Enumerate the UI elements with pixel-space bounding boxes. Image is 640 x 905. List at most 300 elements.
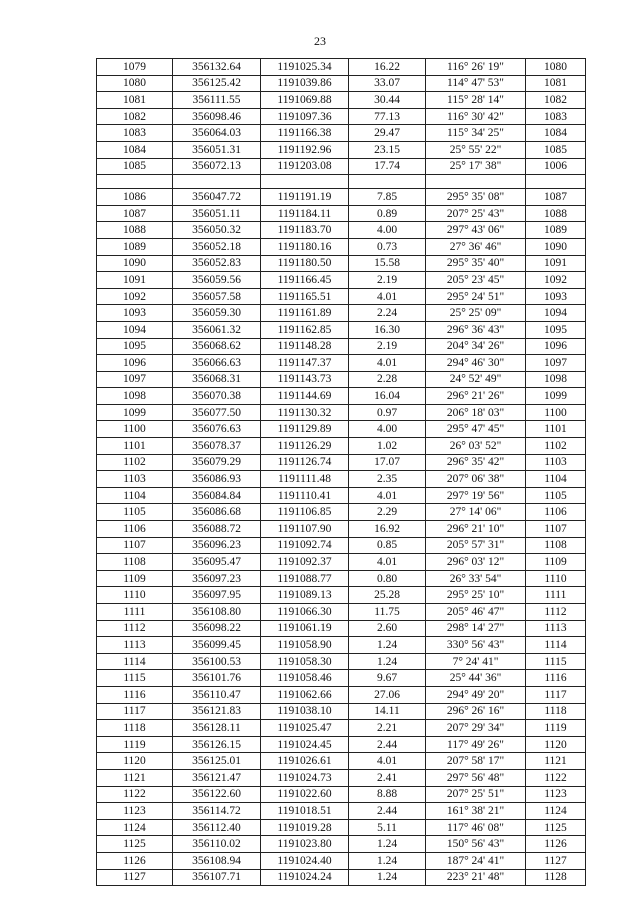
distance-cell: 77.13 xyxy=(349,108,426,125)
y-coordinate-cell: 1191061.19 xyxy=(261,620,349,637)
distance-cell: 2.19 xyxy=(349,272,426,289)
point-id-cell: 1122 xyxy=(97,786,173,803)
distance-cell: 0.97 xyxy=(349,404,426,421)
distance-cell: 29.47 xyxy=(349,125,426,142)
x-coordinate-cell: 356084.84 xyxy=(173,487,261,504)
y-coordinate-cell: 1191025.34 xyxy=(261,59,349,76)
x-coordinate-cell: 356110.47 xyxy=(173,686,261,703)
table-row xyxy=(97,471,586,488)
x-coordinate-cell: 356097.23 xyxy=(173,570,261,587)
point-id-cell: 1115 xyxy=(97,670,173,687)
distance-cell: 2.60 xyxy=(349,620,426,637)
point-id-cell: 1113 xyxy=(97,637,173,654)
bearing-cell: 207° 25' 43" xyxy=(426,205,526,222)
x-coordinate-cell: 356114.72 xyxy=(173,803,261,820)
table-row xyxy=(97,786,586,803)
point-id-cell: 1100 xyxy=(97,421,173,438)
point-id-cell: 1114 xyxy=(97,653,173,670)
next-point-cell: 1099 xyxy=(526,388,586,405)
x-coordinate-cell: 356072.13 xyxy=(173,158,261,175)
point-id-cell: 1127 xyxy=(97,869,173,886)
y-coordinate-cell: 1191024.24 xyxy=(261,869,349,886)
point-id-cell: 1108 xyxy=(97,554,173,571)
point-id-cell: 1079 xyxy=(97,59,173,76)
table-row xyxy=(97,554,586,571)
x-coordinate-cell: 356066.63 xyxy=(173,355,261,372)
next-point-cell: 1112 xyxy=(526,604,586,621)
x-coordinate-cell: 356050.32 xyxy=(173,222,261,239)
y-coordinate-cell: 1191147.37 xyxy=(261,355,349,372)
distance-cell: 16.04 xyxy=(349,388,426,405)
next-point-cell: 1096 xyxy=(526,338,586,355)
x-coordinate-cell: 356122.60 xyxy=(173,786,261,803)
point-id-cell: 1125 xyxy=(97,836,173,853)
distance-cell: 7.85 xyxy=(349,189,426,206)
x-coordinate-cell: 356079.29 xyxy=(173,454,261,471)
next-point-cell: 1121 xyxy=(526,753,586,770)
distance-cell: 1.24 xyxy=(349,852,426,869)
table-row xyxy=(97,421,586,438)
point-id-cell: 1105 xyxy=(97,504,173,521)
x-coordinate-cell: 356121.47 xyxy=(173,769,261,786)
x-coordinate-cell: 356101.76 xyxy=(173,670,261,687)
point-id-cell: 1082 xyxy=(97,108,173,125)
bearing-cell: 7° 24' 41" xyxy=(426,653,526,670)
distance-cell: 4.01 xyxy=(349,753,426,770)
next-point-cell: 1088 xyxy=(526,205,586,222)
y-coordinate-cell: 1191107.90 xyxy=(261,521,349,538)
distance-cell: 4.00 xyxy=(349,222,426,239)
bearing-cell: 297° 43' 06" xyxy=(426,222,526,239)
x-coordinate-cell: 356098.22 xyxy=(173,620,261,637)
bearing-cell: 26° 03' 52" xyxy=(426,438,526,455)
y-coordinate-cell: 1191022.60 xyxy=(261,786,349,803)
y-coordinate-cell: 1191039.86 xyxy=(261,75,349,92)
bearing-cell: 26° 33' 54" xyxy=(426,570,526,587)
next-point-cell: 1080 xyxy=(526,59,586,76)
table-row xyxy=(97,686,586,703)
next-point-cell: 1095 xyxy=(526,321,586,338)
next-point-cell: 1097 xyxy=(526,355,586,372)
point-id-cell: 1081 xyxy=(97,92,173,109)
y-coordinate-cell: 1191184.11 xyxy=(261,205,349,222)
y-coordinate-cell: 1191126.74 xyxy=(261,454,349,471)
y-coordinate-cell: 1191018.51 xyxy=(261,803,349,820)
point-id-cell: 1107 xyxy=(97,537,173,554)
y-coordinate-cell: 1191162.85 xyxy=(261,321,349,338)
table-row xyxy=(97,703,586,720)
next-point-cell: 1120 xyxy=(526,736,586,753)
x-coordinate-cell: 356051.31 xyxy=(173,141,261,158)
next-point-cell: 1102 xyxy=(526,438,586,455)
table-row xyxy=(97,92,586,109)
distance-cell: 8.88 xyxy=(349,786,426,803)
bearing-cell: 295° 35' 40" xyxy=(426,255,526,272)
y-coordinate-cell: 1191129.89 xyxy=(261,421,349,438)
y-coordinate-cell: 1191192.96 xyxy=(261,141,349,158)
point-id-cell: 1121 xyxy=(97,769,173,786)
next-point-cell: 1091 xyxy=(526,255,586,272)
x-coordinate-cell: 356076.63 xyxy=(173,421,261,438)
distance-cell: 2.24 xyxy=(349,305,426,322)
table-row xyxy=(97,736,586,753)
bearing-cell: 295° 24' 51" xyxy=(426,288,526,305)
bearing-cell: 294° 49' 20" xyxy=(426,686,526,703)
bearing-cell: 115° 34' 25" xyxy=(426,125,526,142)
table-row xyxy=(97,404,586,421)
bearing-cell: 25° 25' 09" xyxy=(426,305,526,322)
distance-cell: 1.24 xyxy=(349,869,426,886)
bearing-cell: 207° 25' 51" xyxy=(426,786,526,803)
table-row xyxy=(97,438,586,455)
next-point-cell: 1115 xyxy=(526,653,586,670)
table-row xyxy=(97,125,586,142)
x-coordinate-cell: 356088.72 xyxy=(173,521,261,538)
table-row xyxy=(97,720,586,737)
x-coordinate-cell: 356070.38 xyxy=(173,388,261,405)
next-point-cell: 1110 xyxy=(526,570,586,587)
y-coordinate-cell: 1191106.85 xyxy=(261,504,349,521)
distance-cell: 2.44 xyxy=(349,803,426,820)
point-id-cell: 1102 xyxy=(97,454,173,471)
bearing-cell: 330° 56' 43" xyxy=(426,637,526,654)
y-coordinate-cell: 1191023.80 xyxy=(261,836,349,853)
point-id-cell xyxy=(97,175,173,189)
next-point-cell: 1126 xyxy=(526,836,586,853)
table-row xyxy=(97,305,586,322)
next-point-cell: 1124 xyxy=(526,803,586,820)
x-coordinate-cell: 356108.80 xyxy=(173,604,261,621)
bearing-cell: 223° 21' 48" xyxy=(426,869,526,886)
y-coordinate-cell: 1191126.29 xyxy=(261,438,349,455)
table-row xyxy=(97,803,586,820)
x-coordinate-cell: 356125.01 xyxy=(173,753,261,770)
next-point-cell: 1101 xyxy=(526,421,586,438)
table-row xyxy=(97,189,586,206)
point-id-cell: 1087 xyxy=(97,205,173,222)
y-coordinate-cell: 1191148.28 xyxy=(261,338,349,355)
point-id-cell: 1090 xyxy=(97,255,173,272)
y-coordinate-cell: 1191026.61 xyxy=(261,753,349,770)
table-row xyxy=(97,819,586,836)
bearing-cell: 296° 21' 26" xyxy=(426,388,526,405)
y-coordinate-cell: 1191058.90 xyxy=(261,637,349,654)
table-row xyxy=(97,604,586,621)
point-id-cell: 1123 xyxy=(97,803,173,820)
point-id-cell: 1117 xyxy=(97,703,173,720)
bearing-cell: 114° 47' 53" xyxy=(426,75,526,92)
y-coordinate-cell xyxy=(261,175,349,189)
next-point-cell: 1116 xyxy=(526,670,586,687)
x-coordinate-cell: 356096.23 xyxy=(173,537,261,554)
table-row xyxy=(97,108,586,125)
x-coordinate-cell xyxy=(173,175,261,189)
distance-cell: 2.35 xyxy=(349,471,426,488)
distance-cell: 30.44 xyxy=(349,92,426,109)
y-coordinate-cell: 1191092.74 xyxy=(261,537,349,554)
next-point-cell: 1089 xyxy=(526,222,586,239)
table-row xyxy=(97,75,586,92)
table-row xyxy=(97,205,586,222)
table-row xyxy=(97,338,586,355)
next-point-cell: 1085 xyxy=(526,141,586,158)
next-point-cell: 1105 xyxy=(526,487,586,504)
bearing-cell: 297° 56' 48" xyxy=(426,769,526,786)
y-coordinate-cell: 1191143.73 xyxy=(261,371,349,388)
x-coordinate-cell: 356121.83 xyxy=(173,703,261,720)
distance-cell: 2.41 xyxy=(349,769,426,786)
y-coordinate-cell: 1191019.28 xyxy=(261,819,349,836)
y-coordinate-cell: 1191111.48 xyxy=(261,471,349,488)
bearing-cell: 117° 49' 26" xyxy=(426,736,526,753)
next-point-cell: 1123 xyxy=(526,786,586,803)
point-id-cell: 1118 xyxy=(97,720,173,737)
table-row xyxy=(97,59,586,76)
distance-cell: 33.07 xyxy=(349,75,426,92)
distance-cell: 0.80 xyxy=(349,570,426,587)
distance-cell: 25.28 xyxy=(349,587,426,604)
point-id-cell: 1101 xyxy=(97,438,173,455)
bearing-cell: 298° 14' 27" xyxy=(426,620,526,637)
point-id-cell: 1088 xyxy=(97,222,173,239)
table-row xyxy=(97,454,586,471)
x-coordinate-cell: 356057.58 xyxy=(173,288,261,305)
x-coordinate-cell: 356108.94 xyxy=(173,852,261,869)
distance-cell: 1.24 xyxy=(349,637,426,654)
bearing-cell: 207° 58' 17" xyxy=(426,753,526,770)
y-coordinate-cell: 1191038.10 xyxy=(261,703,349,720)
page-number: 23 xyxy=(314,34,326,48)
bearing-cell: 116° 26' 19" xyxy=(426,59,526,76)
distance-cell: 4.00 xyxy=(349,421,426,438)
next-point-cell: 1098 xyxy=(526,371,586,388)
x-coordinate-cell: 356077.50 xyxy=(173,404,261,421)
table-row xyxy=(97,158,586,175)
distance-cell: 1.24 xyxy=(349,653,426,670)
distance-cell: 16.30 xyxy=(349,321,426,338)
table-row xyxy=(97,653,586,670)
next-point-cell: 1117 xyxy=(526,686,586,703)
point-id-cell: 1097 xyxy=(97,371,173,388)
distance-cell: 16.92 xyxy=(349,521,426,538)
point-id-cell: 1095 xyxy=(97,338,173,355)
distance-cell: 4.01 xyxy=(349,288,426,305)
table-row xyxy=(97,769,586,786)
y-coordinate-cell: 1191144.69 xyxy=(261,388,349,405)
point-id-cell: 1119 xyxy=(97,736,173,753)
bearing-cell: 296° 21' 10" xyxy=(426,521,526,538)
x-coordinate-cell: 356061.32 xyxy=(173,321,261,338)
next-point-cell: 1119 xyxy=(526,720,586,737)
table-row xyxy=(97,836,586,853)
next-point-cell xyxy=(526,175,586,189)
next-point-cell: 1100 xyxy=(526,404,586,421)
next-point-cell: 1127 xyxy=(526,852,586,869)
point-id-cell: 1120 xyxy=(97,753,173,770)
point-id-cell: 1092 xyxy=(97,288,173,305)
table-row xyxy=(97,321,586,338)
x-coordinate-cell: 356047.72 xyxy=(173,189,261,206)
y-coordinate-cell: 1191024.73 xyxy=(261,769,349,786)
bearing-cell: 296° 35' 42" xyxy=(426,454,526,471)
bearing-cell: 296° 26' 16" xyxy=(426,703,526,720)
y-coordinate-cell: 1191097.36 xyxy=(261,108,349,125)
next-point-cell: 1087 xyxy=(526,189,586,206)
distance-cell: 14.11 xyxy=(349,703,426,720)
bearing-cell: 295° 47' 45" xyxy=(426,421,526,438)
next-point-cell: 1094 xyxy=(526,305,586,322)
y-coordinate-cell: 1191166.45 xyxy=(261,272,349,289)
x-coordinate-cell: 356099.45 xyxy=(173,637,261,654)
next-point-cell: 1125 xyxy=(526,819,586,836)
y-coordinate-cell: 1191183.70 xyxy=(261,222,349,239)
y-coordinate-cell: 1191110.41 xyxy=(261,487,349,504)
next-point-cell: 1108 xyxy=(526,537,586,554)
y-coordinate-cell: 1191058.30 xyxy=(261,653,349,670)
x-coordinate-cell: 356095.47 xyxy=(173,554,261,571)
next-point-cell: 1104 xyxy=(526,471,586,488)
x-coordinate-cell: 356051.11 xyxy=(173,205,261,222)
point-id-cell: 1091 xyxy=(97,272,173,289)
y-coordinate-cell: 1191089.13 xyxy=(261,587,349,604)
point-id-cell: 1110 xyxy=(97,587,173,604)
x-coordinate-cell: 356068.31 xyxy=(173,371,261,388)
distance-cell: 1.24 xyxy=(349,836,426,853)
table-row xyxy=(97,222,586,239)
bearing-cell: 150° 56' 43" xyxy=(426,836,526,853)
table-row xyxy=(97,537,586,554)
y-coordinate-cell: 1191088.77 xyxy=(261,570,349,587)
x-coordinate-cell: 356086.68 xyxy=(173,504,261,521)
next-point-cell: 1103 xyxy=(526,454,586,471)
x-coordinate-cell: 356126.15 xyxy=(173,736,261,753)
x-coordinate-cell: 356112.40 xyxy=(173,819,261,836)
x-coordinate-cell: 356078.37 xyxy=(173,438,261,455)
bearing-cell: 207° 29' 34" xyxy=(426,720,526,737)
distance-cell: 15.58 xyxy=(349,255,426,272)
next-point-cell: 1122 xyxy=(526,769,586,786)
x-coordinate-cell: 356125.42 xyxy=(173,75,261,92)
y-coordinate-cell: 1191025.47 xyxy=(261,720,349,737)
bearing-cell: 205° 46' 47" xyxy=(426,604,526,621)
y-coordinate-cell: 1191180.16 xyxy=(261,238,349,255)
bearing-cell: 296° 36' 43" xyxy=(426,321,526,338)
x-coordinate-cell: 356097.95 xyxy=(173,587,261,604)
y-coordinate-cell: 1191165.51 xyxy=(261,288,349,305)
distance-cell: 2.19 xyxy=(349,338,426,355)
next-point-cell: 1128 xyxy=(526,869,586,886)
distance-cell: 9.67 xyxy=(349,670,426,687)
x-coordinate-cell: 356110.02 xyxy=(173,836,261,853)
bearing-cell: 25° 17' 38" xyxy=(426,158,526,175)
y-coordinate-cell: 1191180.50 xyxy=(261,255,349,272)
table-row xyxy=(97,288,586,305)
next-point-cell: 1082 xyxy=(526,92,586,109)
x-coordinate-cell: 356059.30 xyxy=(173,305,261,322)
distance-cell: 4.01 xyxy=(349,487,426,504)
bearing-cell: 206° 18' 03" xyxy=(426,404,526,421)
bearing-cell: 295° 35' 08" xyxy=(426,189,526,206)
bearing-cell: 204° 34' 26" xyxy=(426,338,526,355)
next-point-cell: 1106 xyxy=(526,504,586,521)
y-coordinate-cell: 1191024.45 xyxy=(261,736,349,753)
next-point-cell: 1081 xyxy=(526,75,586,92)
table-row xyxy=(97,272,586,289)
table-row xyxy=(97,570,586,587)
bearing-cell xyxy=(426,175,526,189)
y-coordinate-cell: 1191024.40 xyxy=(261,852,349,869)
distance-cell: 1.02 xyxy=(349,438,426,455)
table-body xyxy=(97,59,586,886)
y-coordinate-cell: 1191062.66 xyxy=(261,686,349,703)
point-id-cell: 1124 xyxy=(97,819,173,836)
bearing-cell: 27° 36' 46" xyxy=(426,238,526,255)
point-id-cell: 1104 xyxy=(97,487,173,504)
y-coordinate-cell: 1191066.30 xyxy=(261,604,349,621)
point-id-cell: 1126 xyxy=(97,852,173,869)
distance-cell: 17.07 xyxy=(349,454,426,471)
table-row xyxy=(97,521,586,538)
next-point-cell: 1109 xyxy=(526,554,586,571)
table-row xyxy=(97,388,586,405)
x-coordinate-cell: 356100.53 xyxy=(173,653,261,670)
point-id-cell: 1083 xyxy=(97,125,173,142)
point-id-cell: 1085 xyxy=(97,158,173,175)
point-id-cell: 1086 xyxy=(97,189,173,206)
distance-cell: 11.75 xyxy=(349,604,426,621)
y-coordinate-cell: 1191166.38 xyxy=(261,125,349,142)
bearing-cell: 207° 06' 38" xyxy=(426,471,526,488)
distance-cell xyxy=(349,175,426,189)
next-point-cell: 1092 xyxy=(526,272,586,289)
x-coordinate-cell: 356068.62 xyxy=(173,338,261,355)
x-coordinate-cell: 356107.71 xyxy=(173,869,261,886)
y-coordinate-cell: 1191092.37 xyxy=(261,554,349,571)
table-row xyxy=(97,355,586,372)
bearing-cell: 25° 55' 22" xyxy=(426,141,526,158)
bearing-cell: 25° 44' 36" xyxy=(426,670,526,687)
distance-cell: 23.15 xyxy=(349,141,426,158)
distance-cell: 2.28 xyxy=(349,371,426,388)
y-coordinate-cell: 1191130.32 xyxy=(261,404,349,421)
distance-cell: 27.06 xyxy=(349,686,426,703)
bearing-cell: 24° 52' 49" xyxy=(426,371,526,388)
next-point-cell: 1107 xyxy=(526,521,586,538)
next-point-cell: 1111 xyxy=(526,587,586,604)
x-coordinate-cell: 356059.56 xyxy=(173,272,261,289)
table-row xyxy=(97,175,586,189)
next-point-cell: 1083 xyxy=(526,108,586,125)
y-coordinate-cell: 1191161.89 xyxy=(261,305,349,322)
point-id-cell: 1099 xyxy=(97,404,173,421)
x-coordinate-cell: 356111.55 xyxy=(173,92,261,109)
bearing-cell: 205° 57' 31" xyxy=(426,537,526,554)
table-row xyxy=(97,587,586,604)
x-coordinate-cell: 356086.93 xyxy=(173,471,261,488)
table-row xyxy=(97,637,586,654)
distance-cell: 2.44 xyxy=(349,736,426,753)
y-coordinate-cell: 1191069.88 xyxy=(261,92,349,109)
coordinates-table xyxy=(96,58,586,886)
distance-cell: 4.01 xyxy=(349,554,426,571)
distance-cell: 0.89 xyxy=(349,205,426,222)
next-point-cell: 1113 xyxy=(526,620,586,637)
point-id-cell: 1089 xyxy=(97,238,173,255)
point-id-cell: 1106 xyxy=(97,521,173,538)
x-coordinate-cell: 356064.03 xyxy=(173,125,261,142)
table-row xyxy=(97,504,586,521)
x-coordinate-cell: 356052.18 xyxy=(173,238,261,255)
